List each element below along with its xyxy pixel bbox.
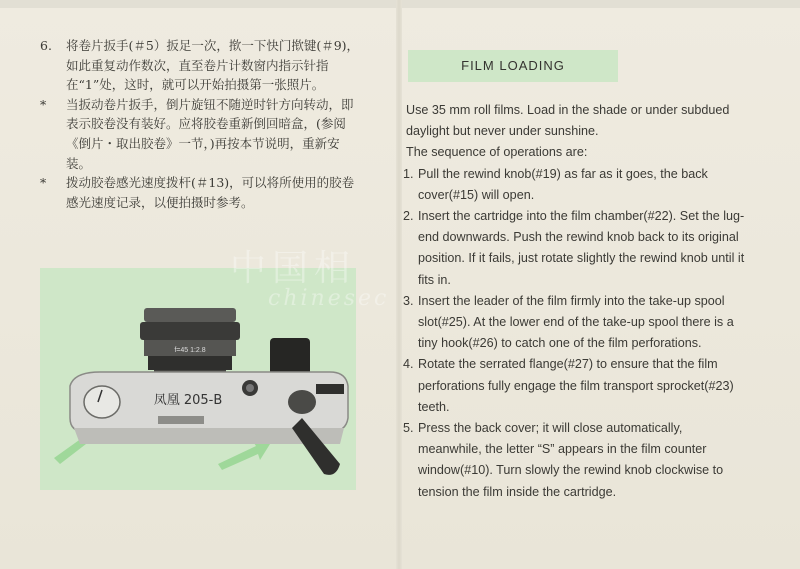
cn-step-6 <box>40 36 360 95</box>
cn-note-mark: * <box>40 175 47 191</box>
english-instructions <box>403 100 746 503</box>
step-number: 3. <box>403 293 414 308</box>
step-number: 2. <box>403 209 414 224</box>
step-number: 1. <box>403 166 414 181</box>
cn-step-text: 将卷片扳手(＃5）扳足一次，揿一下快门揿键(＃9)，如此重复动作数次，直至卷片计数窗内指示针指在“1”处，这时，就可以开始拍摄第一张照片。 <box>66 38 360 93</box>
section-banner <box>408 50 618 82</box>
watermark-cn: 中国相 <box>230 248 357 289</box>
arrow-right-shape <box>218 440 270 470</box>
cn-note-2 <box>40 173 360 212</box>
chinese-instructions <box>40 36 360 212</box>
step-text: Pull the rewind knob(#19) as far as it goes, the back cover(#15) will open. <box>418 166 708 202</box>
cn-step-mark: 6. <box>40 38 52 53</box>
cn-note-text: 当扳动卷片扳手，倒片旋钮不随逆时针方向转动，即表示胶卷没有装好。应将胶卷重新倒回暗盒，(参阅《倒片・取出胶卷》一节，)再按本节说明，重新安装。 <box>66 96 354 171</box>
lens-label: f=45 1:2.8 <box>174 347 206 354</box>
cn-note-text: 拨动胶卷感光速度拨杆(＃13)，可以将所使用的胶卷感光速度记录，以便拍摄时参考。 <box>66 175 355 210</box>
cn-note-mark: * <box>40 96 47 112</box>
step-1 <box>403 164 746 206</box>
intro-paragraph: Use 35 mm roll films. Load in the shade or under subdued daylight but never under sunshine. <box>406 103 730 139</box>
step-text: Insert the cartridge into the film chamber(#22). Set the lug-end downwards. Push the rewind knob back to its original position. If it fails, just rotate slightly the rewind knob until it fits in. <box>418 209 745 287</box>
step-number: 4. <box>403 357 414 372</box>
step-5 <box>403 418 746 503</box>
step-text: Rotate the serrated flange(#27) to ensure that the film perforations fully engage the film transport sprocket(#23) teeth. <box>418 357 734 414</box>
step-number: 5. <box>403 421 414 436</box>
step-2 <box>403 206 746 291</box>
step-3 <box>403 291 746 355</box>
section-title: FILM LOADING <box>461 58 565 73</box>
step-text: Press the back cover; it will close automatically, meanwhile, the letter “S” appears in the film counter window(#10). Turn slowly the rewind knob clockwise to tension the film inside the cartridge. <box>418 421 724 499</box>
watermark-en: chinesec <box>268 286 390 311</box>
page-fold <box>396 0 402 569</box>
step-4 <box>403 354 746 418</box>
camera-model-label: 凤凰 205-B <box>153 393 223 408</box>
intro-sequence: The sequence of operations are: <box>406 145 588 160</box>
step-text: Insert the leader of the film firmly into the take-up spool slot(#25). At the lower end of the take-up spool there is a tiny hook(#26) to catch one of the film perforations. <box>418 293 734 351</box>
cn-note-1 <box>40 95 360 173</box>
